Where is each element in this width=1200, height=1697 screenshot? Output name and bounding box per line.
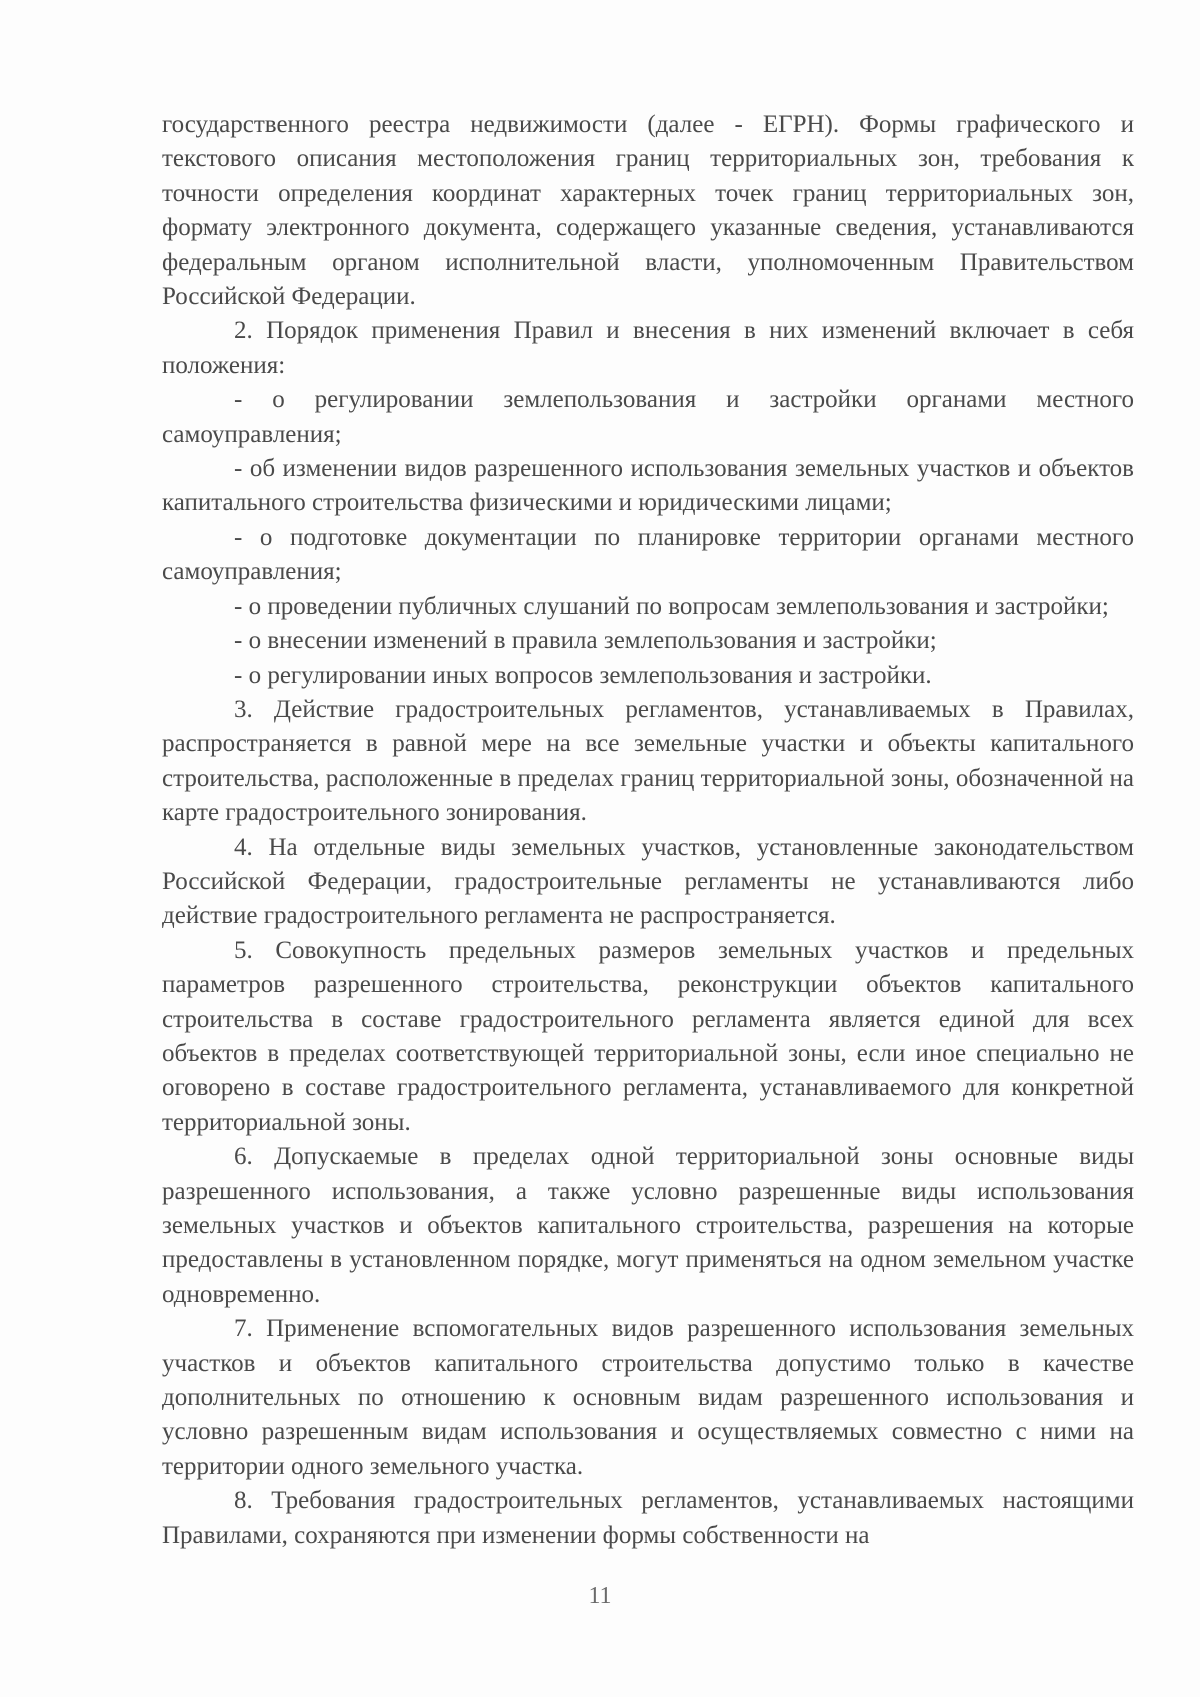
list-item-amendments: - о внесении изменений в правила землепользования и застройки; [234, 627, 937, 655]
paragraph-egrn-continuation: государственного реестра недвижимости (далее - ЕГРН). Формы графического и текстового описания местоположения границ территориальных зон, требования к точности определения координат характерных точек границ территориальных зон, формату электронного документа, содержащего указанные сведения, устанавливаются федеральным органом исполнительной власти, уполномоченным Правительством Российской Федерации. [162, 111, 1134, 311]
list-item-regulation: - о регулировании землепользования и застройки органами местного самоуправления; [162, 386, 1134, 448]
list-item-planning-docs: - о подготовке документации по планировке территории органами местного самоуправления; [162, 523, 1134, 586]
list-item-change-of-use: - об изменении видов разрешенного использования земельных участков и объектов капитального строительства физическими и юридическими лицами; [162, 455, 1134, 517]
page-number: 11 [588, 1583, 612, 1609]
list-item-other-issues: - о регулировании иных вопросов землепользования и застройки. [234, 661, 932, 689]
paragraph-6: 6. Допускаемые в пределах одной территориальной зоны основные виды разрешенного использования, а также условно разрешенные виды использования земельных участков и объектов капитального строительства, разрешения на которые предоставлены в установленном порядке, могут применяться на одном земельном участке одновременно. [162, 1143, 1134, 1308]
body-text [162, 108, 1134, 1553]
paragraph-2: 2. Порядок применения Правил и внесения в них изменений включает в себя положения: [162, 317, 1134, 379]
paragraph-5: 5. Совокупность предельных размеров земельных участков и предельных параметров разрешенного строительства, реконструкции объектов капитального строительства в составе градостроительного регламента является единой для всех объектов в пределах соответствующей территориальной зоны, если иное специально не оговорено в составе градостроительного регламента, устанавливаемого для конкретной территориальной зоны. [162, 936, 1134, 1136]
paragraph-7: 7. Применение вспомогательных видов разрешенного использования земельных участков и объектов капитального строительства допустимо только в качестве дополнительных по отношению к основным видам разрешенного использования и условно разрешенным видам использования и осуществляемых совместно с ними на территории одного земельного участка. [162, 1315, 1134, 1480]
paragraph-4: 4. На отдельные виды земельных участков, установленные законодательством Российской Федерации, градостроительные регламенты не устанавливаются либо действие градостроительного регламента не распространяется. [162, 833, 1134, 930]
paragraph-3: 3. Действие градостроительных регламентов, устанавливаемых в Правилах, распространяется в равной мере на все земельные участки и объекты капитального строительства, расположенные в пределах границ территориальной зоны, обозначенной на карте градостроительного зонирования. [162, 695, 1134, 827]
paragraph-8: 8. Требования градостроительных регламентов, устанавливаемых настоящими Правилами, сохраняются при изменении формы собственности на [162, 1487, 1134, 1549]
list-item-public-hearings: - о проведении публичных слушаний по вопросам землепользования и застройки; [234, 592, 1109, 620]
